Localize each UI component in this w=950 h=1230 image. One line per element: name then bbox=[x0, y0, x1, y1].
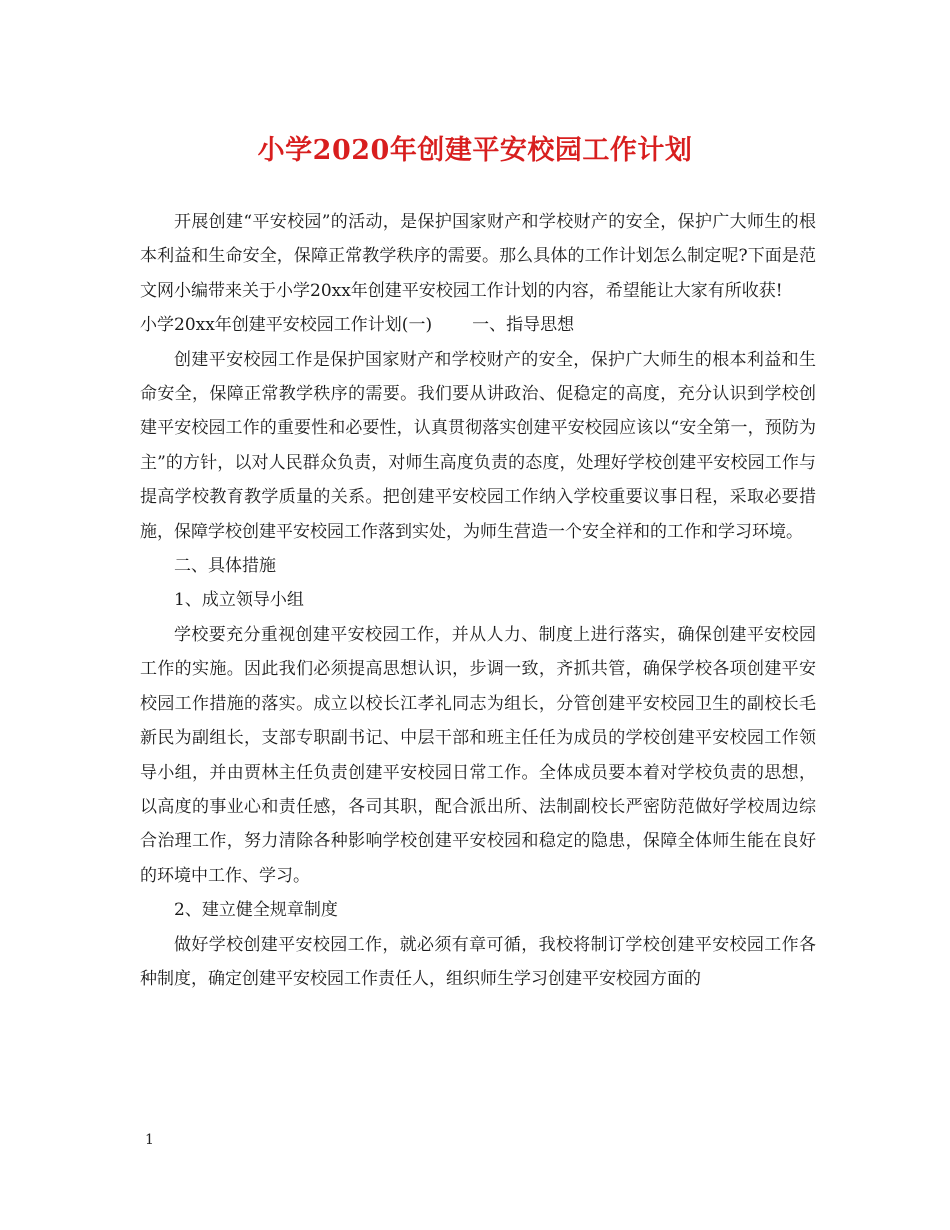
heading-leadership-group: 1、成立领导小组 bbox=[174, 590, 304, 611]
guiding-principle-paragraph: 创建平安校园工作是保护国家财产和学校财产的安全，保护广大师生的根本利益和生命安全，保障正常教学秩序的需要。我们要从讲政治、促稳定的高度，充分认识到学校创建平安校园工作的重要性和必要性，认真贯彻落实创建平安校园应该以“安全第一，预防为主”的方针，以对人民群众负责，对师生高度负责的态度，处理好学校创建平安校园工作与提高学校教育教学质量的关系。把创建平安校园工作纳入学校重要议事日程，采取必要措施，保障学校创建平安校园工作落到实处，为师生营造一个安全祥和的工作和学习环境。 bbox=[140, 349, 816, 542]
leadership-group-paragraph: 学校要充分重视创建平安校园工作，并从人力、制度上进行落实，确保创建平安校园工作的实施。因此我们必须提高思想认识，步调一致，齐抓共管，确保学校各项创建平安校园工作措施的落实。成立以校长江孝礼同志为组长，分管创建平安校园卫生的副校长毛新民为副组长，支部专职副书记、中层干部和班主任任为成员的学校创建平安校园工作领导小组，并由贾林主任负责创建平安校园日常工作。全体成员要本着对学校负责的思想，以高度的事业心和责任感，各司其职，配合派出所、法制副校长严密防范做好学校周边综合治理工作，努力清除各种影响学校创建平安校园和稳定的隐患，保障全体师生能在良好的环境中工作、学习。 bbox=[140, 624, 816, 886]
intro-paragraph: 开展创建“平安校园”的活动，是保护国家财产和学校财产的安全，保护广大师生的根本利益和生命安全，保障正常教学秩序的需要。那么具体的工作计划怎么制定呢?下面是范文网小编带来关于小学20xx年创建平安校园工作计划的内容，希望能让大家有所收获! bbox=[140, 212, 816, 301]
heading-rules-system: 2、建立健全规章制度 bbox=[174, 900, 338, 921]
section-subheading bbox=[140, 308, 816, 342]
heading-guiding-principle: 一、指导思想 bbox=[472, 315, 575, 336]
page-number: 1 bbox=[145, 1132, 154, 1148]
document-title: 小学2020年创建平安校园工作计划 bbox=[257, 135, 693, 166]
heading-specific-measures: 二、具体措施 bbox=[174, 556, 276, 577]
plan-subtitle: 小学20xx年创建平安校园工作计划(一) bbox=[140, 315, 433, 336]
document-body bbox=[140, 205, 816, 996]
rules-system-paragraph: 做好学校创建平安校园工作，就必须有章可循，我校将制订学校创建平安校园工作各种制度，确定创建平安校园工作责任人，组织师生学习创建平安校园方面的 bbox=[140, 934, 816, 989]
